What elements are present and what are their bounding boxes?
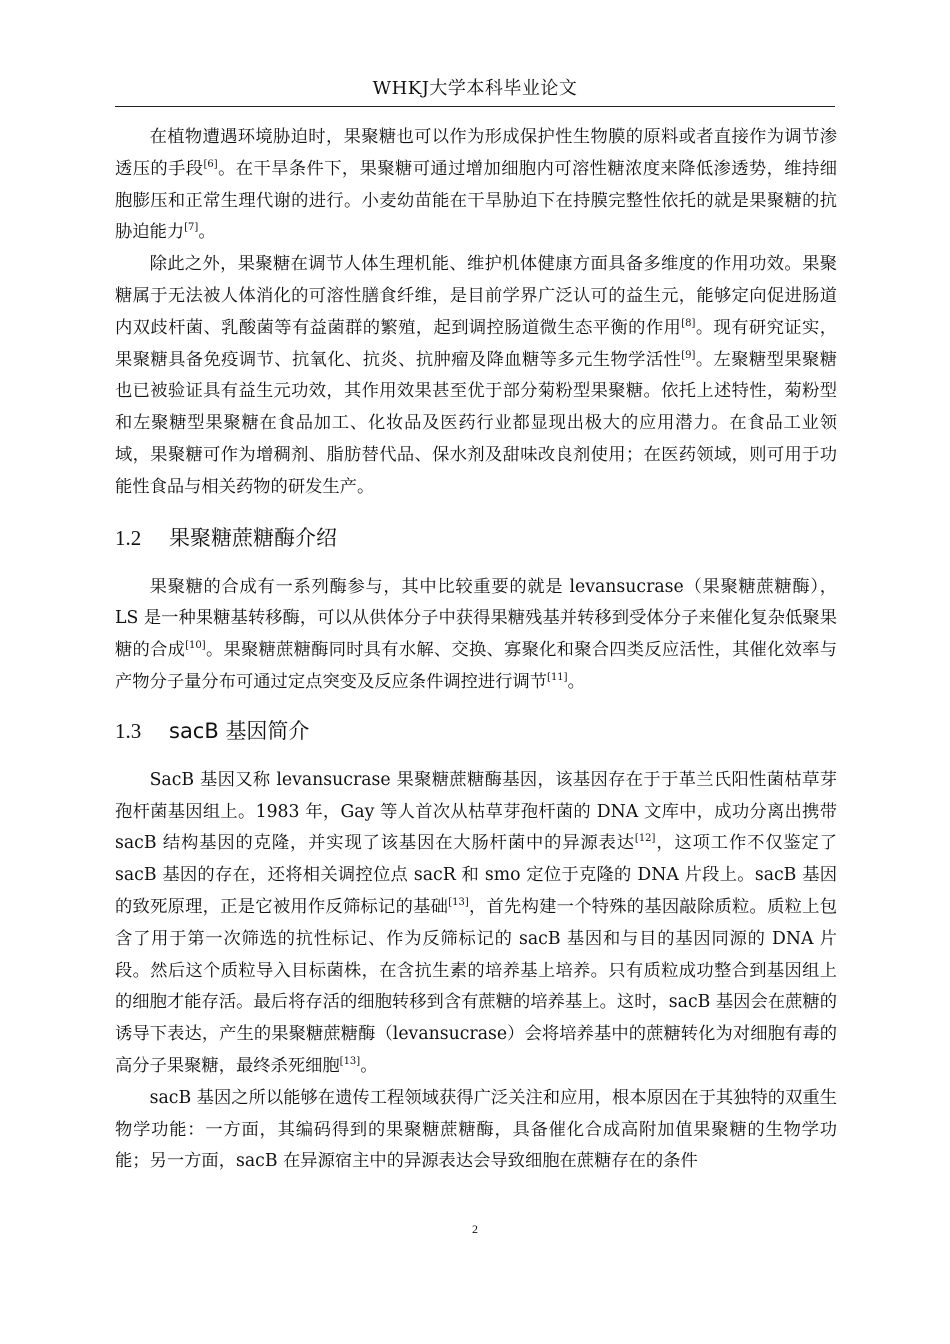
section-title: 果聚糖蔗糖酶介绍 [169,525,337,550]
page-number: 2 [472,1222,478,1236]
paragraph-1-text-b: 。在干旱条件下，果聚糖可通过增加细胞内可溶性糖浓度来降低渗透势，维持细胞膨压和正常生理代谢的进行。小麦幼苗能在干旱胁迫下在持膜完整性依托的就是果聚糖的抗胁迫能力 [115,158,837,243]
paragraph-2-text-a: 除此之外，果聚糖在调节人体生理机能、维护机体健康方面具备多维度的作用功效。果聚糖属于无法被人体消化的可溶性膳食纤维，是目前学界广泛认可的益生元，能够定向促进肠道内双歧杆菌、乳酸菌等有益菌群的繁殖，起到调控肠道微生态平衡的作用 [115,254,837,338]
section-number: 1.3 [115,718,142,743]
paragraph-4-text-a: SacB 基因又称 levansucrase 果聚糖蔗糖酶基因，该基因存在于于革兰氏阳性菌枯草芽孢杆菌基因组上。1983 年，Gay 等人首次从枯草芽孢杆菌的 DNA 文库中，成功分离出携带 sacB 结构基因的克隆，并实现了该基因在大肠杆菌中的异源表达 [115,769,837,854]
citation-9: [9] [681,349,696,361]
header-rule [115,106,835,107]
running-header: WHKJ大学本科毕业论文 [372,78,578,99]
paragraph-2-text-c: 。左聚糖型果聚糖也已被验证具有益生元功效，其作用效果甚至优于部分菊粉型果聚糖。依托上述特性，菊粉型和左聚糖型果聚糖在食品加工、化妆品及医药行业都显现出极大的应用潜力。在食品工业领域，果聚糖可作为增稠剂、脂肪替代品、保水剂及甜味改良剂使用；在医药领域，则可用于功能性食品与相关药物的研发生产。 [115,349,837,497]
citation-10: [10] [185,640,206,652]
paragraph-1-text-a: 在植物遭遇环境胁迫时，果聚糖也可以作为形成保护性生物膜的原料或者直接作为调节渗透压的手段 [115,127,837,179]
paragraph-5-text-a: sacB 基因之所以能够在遗传工程领域获得广泛关注和应用，根本原因在于其独特的双重生物学功能：一方面，其编码得到的果聚糖蔗糖酶，具备催化合成高附加值果聚糖的生物学功能；另一方面，sacB 在异源宿主中的异源表达会导致细胞在蔗糖存在的条件 [115,1087,837,1172]
section-heading-1-2 [115,523,837,553]
citation-7: [7] [184,222,199,234]
paragraph-4-text-c: ，首先构建一个特殊的基因敲除质粒。质粒上包含了用于第一次筛选的抗性标记、作为反筛标记的 sacB 基因和与目的基因同源的 DNA 片段。然后这个质粒导入目标菌株，在含抗生素的培养基上培养。只有质粒成功整合到基因组上的细胞才能存活。最后将存活的细胞转移到含有蔗糖的培养基上。这时，sacB 基因会在蔗糖的诱导下表达，产生的果聚糖蔗糖酶（levansucrase）会将培养基中的蔗糖转化为对细胞有毒的高分子果聚糖，最终杀死细胞 [115,896,837,1076]
paragraph-3-text-b: 。果聚糖蔗糖酶同时具有水解、交换、寡聚化和聚合四类反应活性，其催化效率与产物分子量分布可通过定点突变及反应条件调控进行调节 [115,640,837,692]
citation-8: [8] [681,318,696,330]
paragraph-4-text-b: ，这项工作不仅鉴定了 sacB 基因的存在，还将相关调控位点 sacR 和 smo 定位于克隆的 DNA 片段上。sacB 基因的致死原理，正是它被用作反筛标记的基础 [115,833,837,917]
body-content [115,122,837,1178]
paragraph-5 [115,1083,837,1178]
paragraph-3 [115,572,837,699]
citation-11: [11] [547,672,568,684]
paragraph-4 [115,765,837,1083]
citation-6: [6] [203,159,218,171]
paragraph-4-text-d: 。 [360,1055,378,1076]
citation-12: [12] [634,833,656,845]
paragraph-2 [115,249,837,503]
paragraph-3-text-c: 。 [567,671,585,692]
citation-13: [13] [448,897,469,909]
paragraph-3-text-a: 果聚糖的合成有一系列酶参与，其中比较重要的就是 levansucrase（果聚糖蔗糖酶），LS 是一种果糖基转移酶，可以从供体分子中获得果糖残基并转移到受体分子来催化复杂低聚果糖的合成 [115,576,837,661]
paragraph-2-text-b: 。现有研究证实，果聚糖具备免疫调节、抗氧化、抗炎、抗肿瘤及降血糖等多元生物学活性 [115,317,837,370]
section-title: sacB 基因简介 [169,718,310,743]
paragraph-1-text-c: 。 [198,222,216,243]
section-number: 1.2 [115,525,142,550]
citation-13: [13] [339,1056,361,1068]
paragraph-1 [115,122,837,249]
section-heading-1-3 [115,716,837,746]
